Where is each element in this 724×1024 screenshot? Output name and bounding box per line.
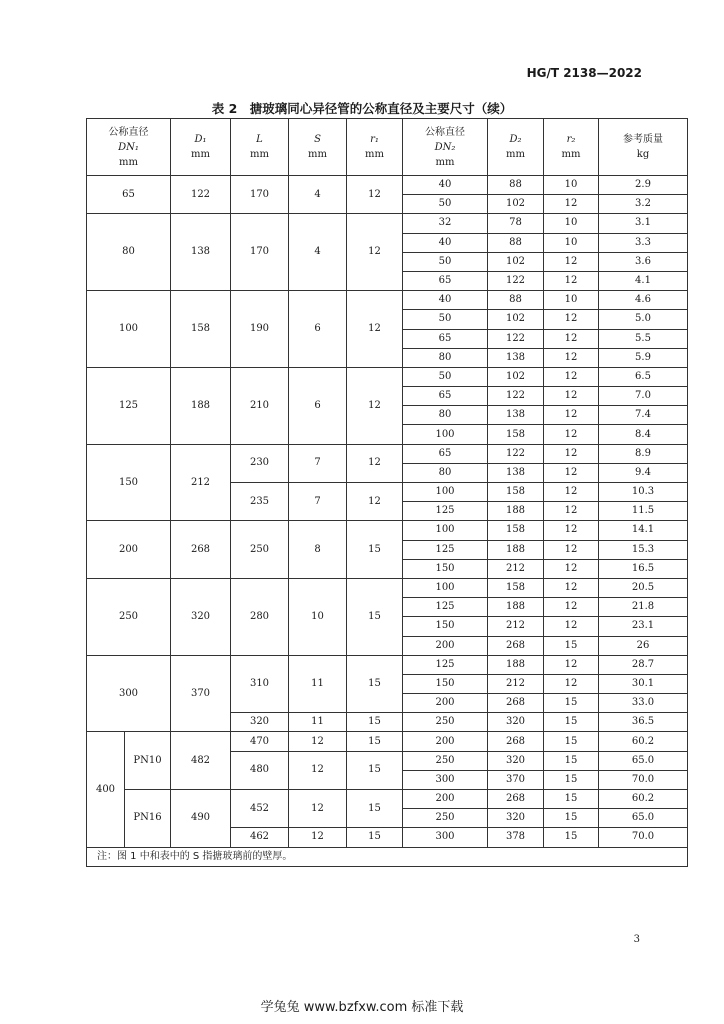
cell-mass: 20.5	[599, 578, 688, 597]
cell-d2: 138	[488, 348, 544, 367]
cell-l: 452	[231, 790, 289, 828]
cell-d1: 138	[171, 214, 231, 291]
cell-r1: 15	[347, 790, 403, 828]
cell-d2: 102	[488, 195, 544, 214]
cell-r2: 12	[544, 598, 599, 617]
cell-r2: 12	[544, 617, 599, 636]
cell-mass: 3.3	[599, 233, 688, 252]
cell-dn1: 65	[87, 176, 171, 214]
cell-r1: 15	[347, 521, 403, 579]
cell-s: 6	[289, 367, 347, 444]
cell-d2: 88	[488, 233, 544, 252]
cell-r2: 12	[544, 444, 599, 463]
cell-r2: 15	[544, 694, 599, 713]
cell-d2: 212	[488, 617, 544, 636]
cell-r2: 10	[544, 291, 599, 310]
cell-mass: 5.0	[599, 310, 688, 329]
cell-d2: 268	[488, 694, 544, 713]
cell-dn2: 125	[403, 502, 488, 521]
cell-dn1: 300	[87, 655, 171, 732]
cell-dn2: 100	[403, 521, 488, 540]
page-number: 3	[633, 934, 640, 945]
cell-dn2: 150	[403, 617, 488, 636]
cell-mass: 30.1	[599, 674, 688, 693]
cell-dn2: 200	[403, 694, 488, 713]
table-row	[87, 291, 688, 310]
cell-r2: 15	[544, 751, 599, 770]
cell-d2: 212	[488, 559, 544, 578]
cell-dn2: 65	[403, 329, 488, 348]
cell-r2: 12	[544, 271, 599, 290]
header-d2: D₂ mm	[488, 119, 544, 176]
cell-d1: 268	[171, 521, 231, 579]
cell-r2: 12	[544, 425, 599, 444]
cell-l: 250	[231, 521, 289, 579]
cell-r1: 12	[347, 483, 403, 521]
cell-mass: 5.9	[599, 348, 688, 367]
cell-d2: 138	[488, 406, 544, 425]
cell-mass: 3.1	[599, 214, 688, 233]
cell-mass: 26	[599, 636, 688, 655]
cell-dn2: 300	[403, 770, 488, 789]
header-dn1: 公称直径 DN₁ mm	[87, 119, 171, 176]
cell-d2: 268	[488, 790, 544, 809]
cell-r2: 12	[544, 406, 599, 425]
cell-dn2: 150	[403, 674, 488, 693]
cell-l: 320	[231, 713, 289, 732]
cell-dn2: 300	[403, 828, 488, 847]
cell-r2: 15	[544, 732, 599, 751]
cell-dn1: 400	[87, 732, 125, 847]
cell-d2: 188	[488, 598, 544, 617]
cell-s: 7	[289, 483, 347, 521]
cell-dn1: 150	[87, 444, 171, 521]
cell-r2: 15	[544, 790, 599, 809]
cell-s: 7	[289, 444, 347, 482]
cell-s: 12	[289, 751, 347, 789]
header-s: S mm	[289, 119, 347, 176]
cell-dn2: 200	[403, 790, 488, 809]
cell-s: 8	[289, 521, 347, 579]
cell-dn2: 40	[403, 176, 488, 195]
cell-d2: 158	[488, 483, 544, 502]
cell-d2: 102	[488, 367, 544, 386]
cell-mass: 4.6	[599, 291, 688, 310]
cell-d2: 102	[488, 310, 544, 329]
cell-dn2: 65	[403, 444, 488, 463]
cell-mass: 60.2	[599, 732, 688, 751]
cell-dn2: 200	[403, 732, 488, 751]
cell-mass: 3.6	[599, 252, 688, 271]
cell-dn2: 65	[403, 387, 488, 406]
cell-r2: 12	[544, 310, 599, 329]
cell-d2: 378	[488, 828, 544, 847]
header-r2: r₂ mm	[544, 119, 599, 176]
table-row	[87, 214, 688, 233]
cell-mass: 5.5	[599, 329, 688, 348]
table-caption: 表 2 搪玻璃同心异径管的公称直径及主要尺寸（续）	[211, 101, 513, 116]
table-row	[87, 655, 688, 674]
cell-r1: 15	[347, 655, 403, 713]
cell-r2: 15	[544, 770, 599, 789]
cell-dn2: 65	[403, 271, 488, 290]
cell-r1: 12	[347, 367, 403, 444]
cell-dn2: 100	[403, 425, 488, 444]
cell-r1: 15	[347, 751, 403, 789]
cell-l: 190	[231, 291, 289, 368]
cell-d2: 188	[488, 655, 544, 674]
cell-r2: 10	[544, 176, 599, 195]
cell-mass: 2.9	[599, 176, 688, 195]
cell-r2: 12	[544, 195, 599, 214]
cell-r2: 12	[544, 559, 599, 578]
cell-mass: 36.5	[599, 713, 688, 732]
cell-d2: 88	[488, 291, 544, 310]
cell-d2: 188	[488, 540, 544, 559]
cell-mass: 9.4	[599, 463, 688, 482]
table-note: 注：图 1 中和表中的 S 指搪玻璃前的壁厚。	[87, 847, 688, 866]
cell-d1: 188	[171, 367, 231, 444]
table-row	[87, 444, 688, 463]
cell-r1: 15	[347, 828, 403, 847]
cell-dn1: 80	[87, 214, 171, 291]
cell-d1: 482	[171, 732, 231, 790]
cell-r2: 12	[544, 540, 599, 559]
cell-dn2: 32	[403, 214, 488, 233]
table-row	[87, 521, 688, 540]
cell-dn2: 50	[403, 252, 488, 271]
header-dn2: 公称直径 DN₂ mm	[403, 119, 488, 176]
header-d1: D₁ mm	[171, 119, 231, 176]
cell-r2: 12	[544, 674, 599, 693]
cell-d2: 320	[488, 809, 544, 828]
cell-dn2: 250	[403, 751, 488, 770]
cell-dn1: 125	[87, 367, 171, 444]
cell-dn2: 40	[403, 291, 488, 310]
cell-l: 462	[231, 828, 289, 847]
cell-r2: 15	[544, 713, 599, 732]
cell-s: 11	[289, 655, 347, 713]
cell-mass: 3.2	[599, 195, 688, 214]
cell-r1: 15	[347, 732, 403, 751]
cell-mass: 10.3	[599, 483, 688, 502]
cell-d1: 158	[171, 291, 231, 368]
cell-mass: 21.8	[599, 598, 688, 617]
cell-r2: 15	[544, 636, 599, 655]
cell-mass: 11.5	[599, 502, 688, 521]
cell-r1: 12	[347, 176, 403, 214]
cell-mass: 60.2	[599, 790, 688, 809]
cell-l: 280	[231, 578, 289, 655]
cell-l: 170	[231, 214, 289, 291]
cell-dn2: 80	[403, 463, 488, 482]
cell-l: 170	[231, 176, 289, 214]
cell-mass: 33.0	[599, 694, 688, 713]
cell-l: 470	[231, 732, 289, 751]
cell-mass: 4.1	[599, 271, 688, 290]
cell-mass: 70.0	[599, 828, 688, 847]
table-row	[87, 578, 688, 597]
cell-r2: 10	[544, 214, 599, 233]
cell-dn2: 40	[403, 233, 488, 252]
cell-r2: 12	[544, 387, 599, 406]
cell-r2: 12	[544, 521, 599, 540]
cell-r1: 15	[347, 578, 403, 655]
cell-r2: 12	[544, 348, 599, 367]
cell-l: 235	[231, 483, 289, 521]
cell-r2: 15	[544, 809, 599, 828]
cell-d1: 122	[171, 176, 231, 214]
cell-pn: PN16	[125, 790, 171, 848]
cell-s: 10	[289, 578, 347, 655]
standard-code: HG/T 2138—2022	[526, 66, 642, 80]
header-l: L mm	[231, 119, 289, 176]
cell-mass: 65.0	[599, 751, 688, 770]
cell-d2: 78	[488, 214, 544, 233]
cell-s: 4	[289, 214, 347, 291]
cell-mass: 7.4	[599, 406, 688, 425]
cell-s: 11	[289, 713, 347, 732]
cell-r2: 12	[544, 463, 599, 482]
dimension-table	[86, 118, 688, 867]
cell-dn2: 125	[403, 598, 488, 617]
cell-l: 310	[231, 655, 289, 713]
cell-s: 12	[289, 790, 347, 828]
cell-dn2: 250	[403, 713, 488, 732]
header-mass: 参考质量 kg	[599, 119, 688, 176]
cell-dn2: 50	[403, 367, 488, 386]
cell-dn2: 80	[403, 406, 488, 425]
cell-dn1: 100	[87, 291, 171, 368]
cell-d2: 320	[488, 713, 544, 732]
cell-s: 12	[289, 732, 347, 751]
cell-d2: 268	[488, 732, 544, 751]
cell-d2: 122	[488, 329, 544, 348]
cell-l: 210	[231, 367, 289, 444]
cell-d2: 158	[488, 425, 544, 444]
cell-d2: 212	[488, 674, 544, 693]
cell-dn2: 80	[403, 348, 488, 367]
cell-r1: 12	[347, 214, 403, 291]
cell-dn2: 200	[403, 636, 488, 655]
cell-r2: 15	[544, 828, 599, 847]
cell-d2: 188	[488, 502, 544, 521]
cell-dn2: 125	[403, 655, 488, 674]
table-header-row	[87, 119, 688, 176]
cell-dn2: 100	[403, 483, 488, 502]
cell-r1: 12	[347, 444, 403, 482]
cell-d2: 122	[488, 444, 544, 463]
cell-d2: 370	[488, 770, 544, 789]
cell-s: 6	[289, 291, 347, 368]
cell-dn1: 250	[87, 578, 171, 655]
cell-d2: 320	[488, 751, 544, 770]
cell-d1: 490	[171, 790, 231, 848]
cell-mass: 8.9	[599, 444, 688, 463]
cell-r1: 12	[347, 291, 403, 368]
cell-s: 4	[289, 176, 347, 214]
cell-mass: 8.4	[599, 425, 688, 444]
cell-l: 230	[231, 444, 289, 482]
cell-mass: 7.0	[599, 387, 688, 406]
header-r1: r₁ mm	[347, 119, 403, 176]
cell-r2: 12	[544, 578, 599, 597]
cell-d1: 212	[171, 444, 231, 521]
cell-r2: 12	[544, 655, 599, 674]
table-row	[87, 732, 688, 751]
cell-d1: 320	[171, 578, 231, 655]
cell-mass: 28.7	[599, 655, 688, 674]
table-row	[87, 176, 688, 195]
cell-r2: 12	[544, 502, 599, 521]
cell-s: 12	[289, 828, 347, 847]
cell-r2: 12	[544, 367, 599, 386]
cell-dn2: 150	[403, 559, 488, 578]
cell-d2: 122	[488, 387, 544, 406]
cell-l: 480	[231, 751, 289, 789]
cell-r2: 12	[544, 483, 599, 502]
cell-r2: 12	[544, 252, 599, 271]
cell-pn: PN10	[125, 732, 171, 790]
cell-dn2: 250	[403, 809, 488, 828]
cell-d2: 268	[488, 636, 544, 655]
cell-dn2: 50	[403, 310, 488, 329]
cell-dn2: 125	[403, 540, 488, 559]
site-footer: 学兔兔 www.bzfxw.com 标准下载	[260, 1000, 464, 1015]
cell-d1: 370	[171, 655, 231, 732]
cell-r2: 12	[544, 329, 599, 348]
cell-d2: 138	[488, 463, 544, 482]
cell-dn1: 200	[87, 521, 171, 579]
cell-mass: 23.1	[599, 617, 688, 636]
cell-mass: 14.1	[599, 521, 688, 540]
cell-mass: 15.3	[599, 540, 688, 559]
table-row	[87, 367, 688, 386]
cell-d2: 158	[488, 521, 544, 540]
cell-mass: 65.0	[599, 809, 688, 828]
cell-r2: 10	[544, 233, 599, 252]
cell-d2: 102	[488, 252, 544, 271]
cell-d2: 122	[488, 271, 544, 290]
cell-mass: 70.0	[599, 770, 688, 789]
cell-mass: 6.5	[599, 367, 688, 386]
cell-dn2: 50	[403, 195, 488, 214]
table-note-row	[87, 847, 688, 866]
cell-mass: 16.5	[599, 559, 688, 578]
cell-dn2: 100	[403, 578, 488, 597]
table-row	[87, 790, 688, 809]
cell-d2: 158	[488, 578, 544, 597]
cell-d2: 88	[488, 176, 544, 195]
cell-r1: 15	[347, 713, 403, 732]
